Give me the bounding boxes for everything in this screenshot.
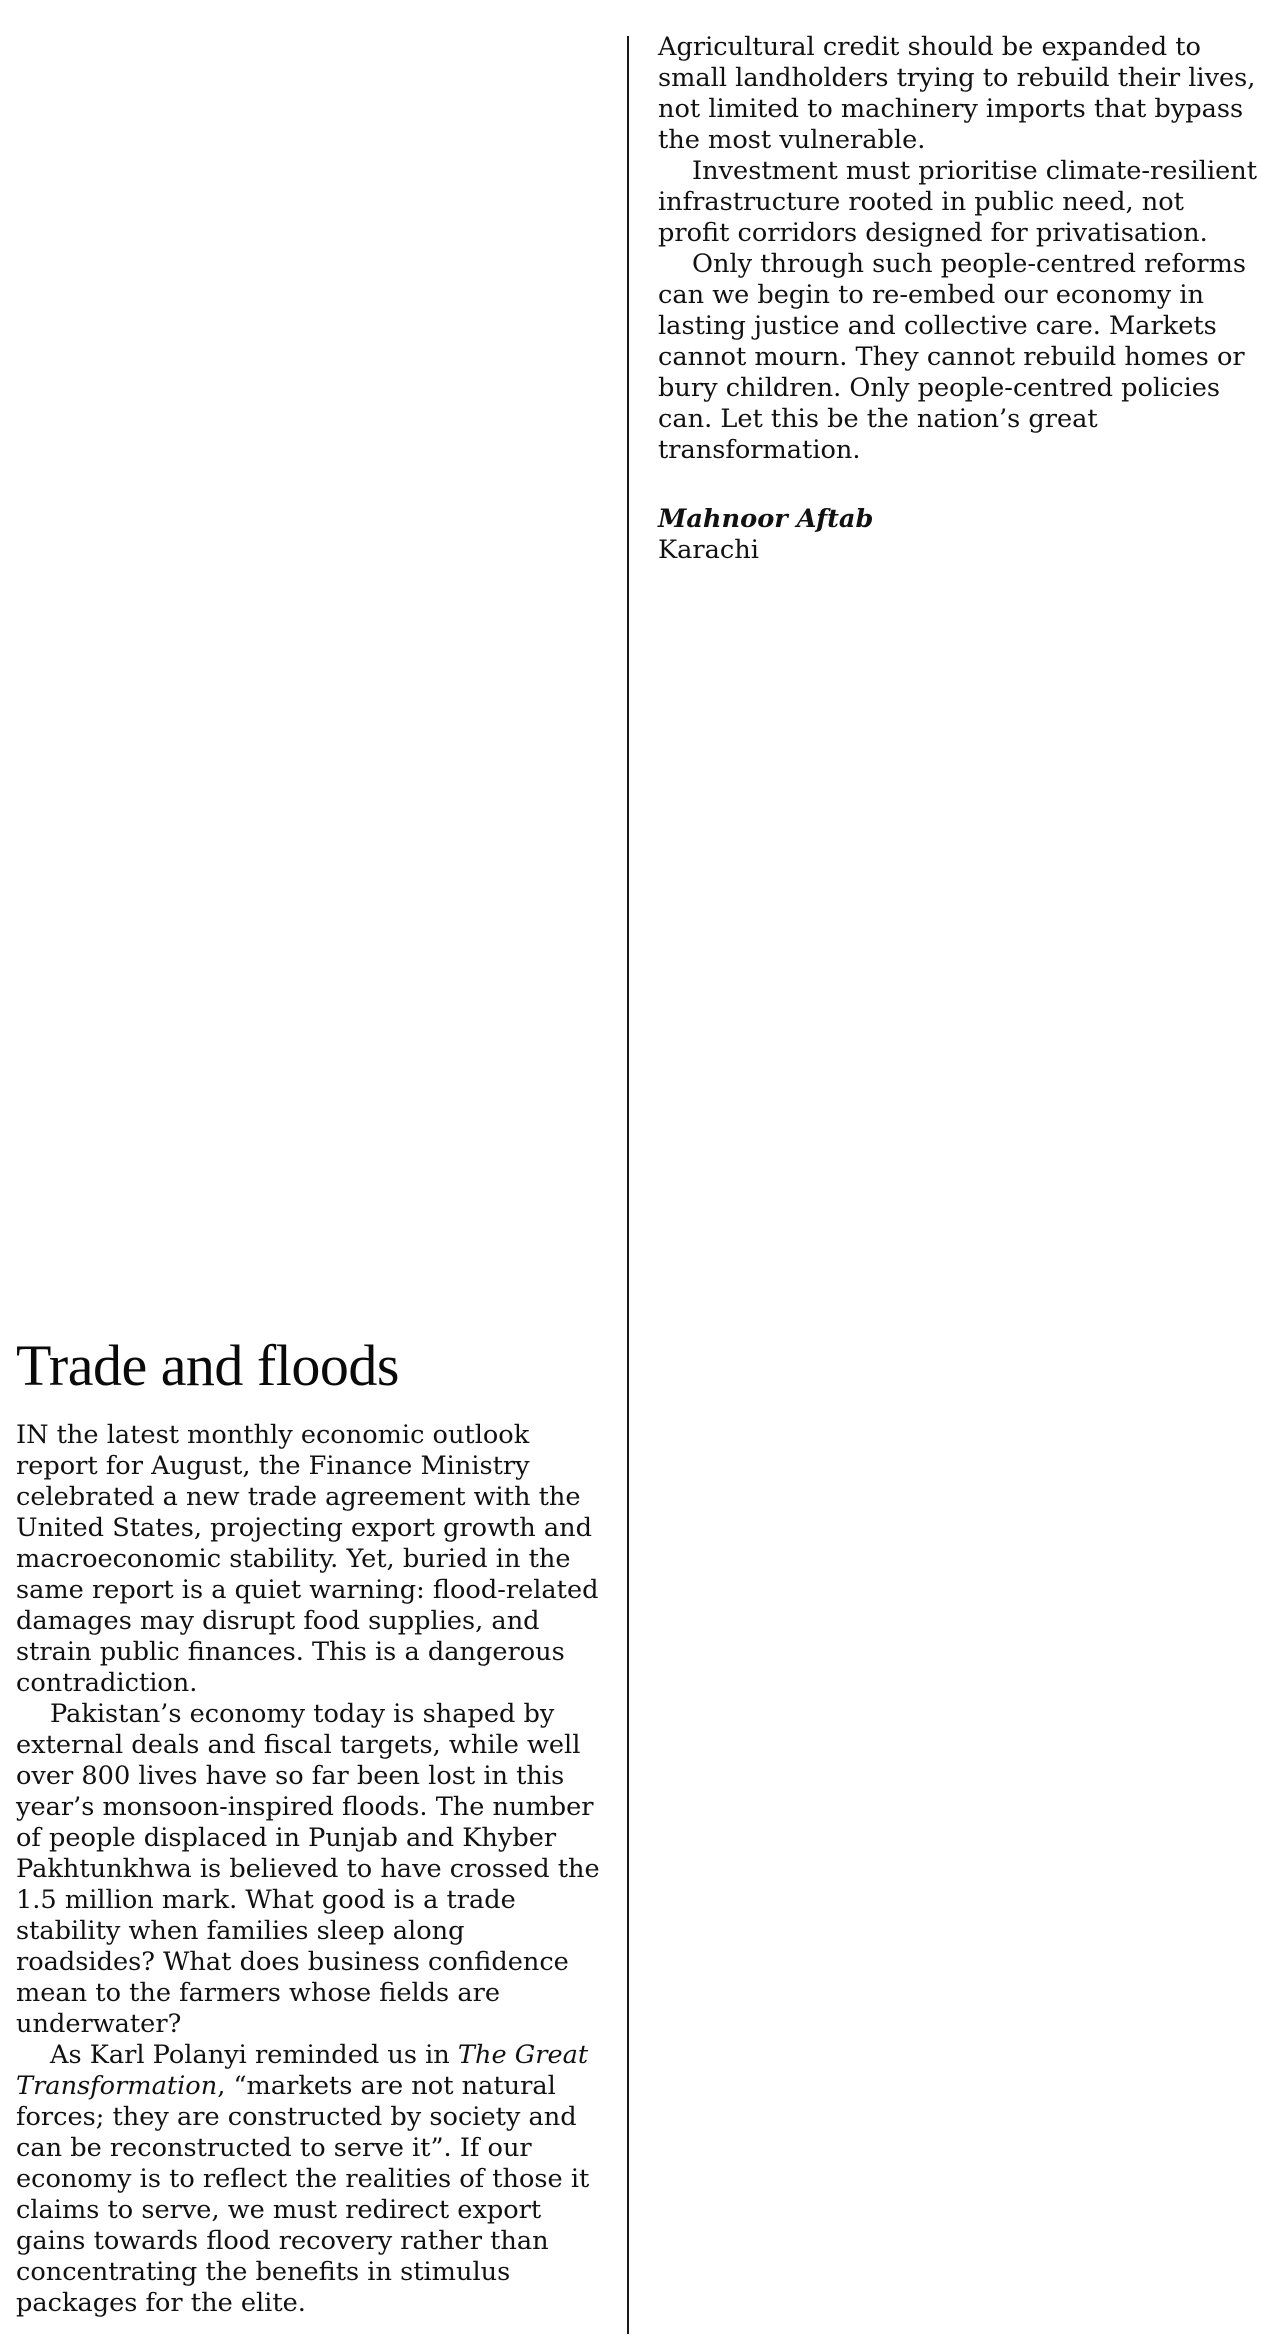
column-divider: [627, 36, 629, 2334]
body-paragraph-quote: [16, 2040, 611, 2319]
author-city: Karachi: [658, 535, 759, 565]
body-paragraph: Agricultural credit should be expanded to small landholders trying to rebuild their lives, not limited to machinery imports that bypass the most vulnerable.: [658, 32, 1256, 155]
body-paragraph: Investment must prioritise climate-resilient infrastructure rooted in public need, not profit corridors designed for privatisation.: [658, 156, 1258, 248]
letter-headline: Trade and floods: [16, 1333, 399, 1398]
body-paragraph: Only through such people-centred reforms can we begin to re-embed our economy in lasting justice and collective care. Markets cannot mourn. They cannot rebuild homes or bury children. Only people-centred policies can. Let this be the nation’s great transformation.: [658, 249, 1247, 465]
paragraph-text: As Karl Polanyi reminded us in: [50, 2040, 458, 2070]
paragraph-text: , “markets are not natural forces; they are constructed by society and can be reconstructed to serve it”. If our economy is to reflect the realities of those it claims to serve, we must redirect export gains towards flood recovery rather than concentrating the benefits in stimulus packages for the elite.: [16, 2071, 590, 2318]
letter-continuation-column: [658, 32, 1258, 566]
signature-block: [658, 504, 1258, 566]
body-paragraph: IN the latest monthly economic outlook report for August, the Finance Ministry celebrated a new trade agreement with the United States, projecting export growth and macroeconomic stability. Yet, buried in the same report is a quiet warning: flood-related damages may disrupt food supplies, and strain public finances. This is a dangerous contradiction.: [16, 1420, 599, 1698]
author-name: Mahnoor Aftab: [658, 504, 874, 534]
letter-main-column: [16, 1330, 611, 2319]
book-title: The Great Transformation: [16, 2040, 589, 2101]
body-paragraph: Pakistan’s economy today is shaped by external deals and fiscal targets, while well over 800 lives have so far been lost in this year’s monsoon-inspired floods. The number of people displaced in Punjab and Khyber Pakhtunkhwa is believed to have crossed the 1.5 million mark. What good is a trade stability when families sleep along roadsides? What does business confidence mean to the farmers whose fields are underwater?: [16, 1699, 600, 2039]
